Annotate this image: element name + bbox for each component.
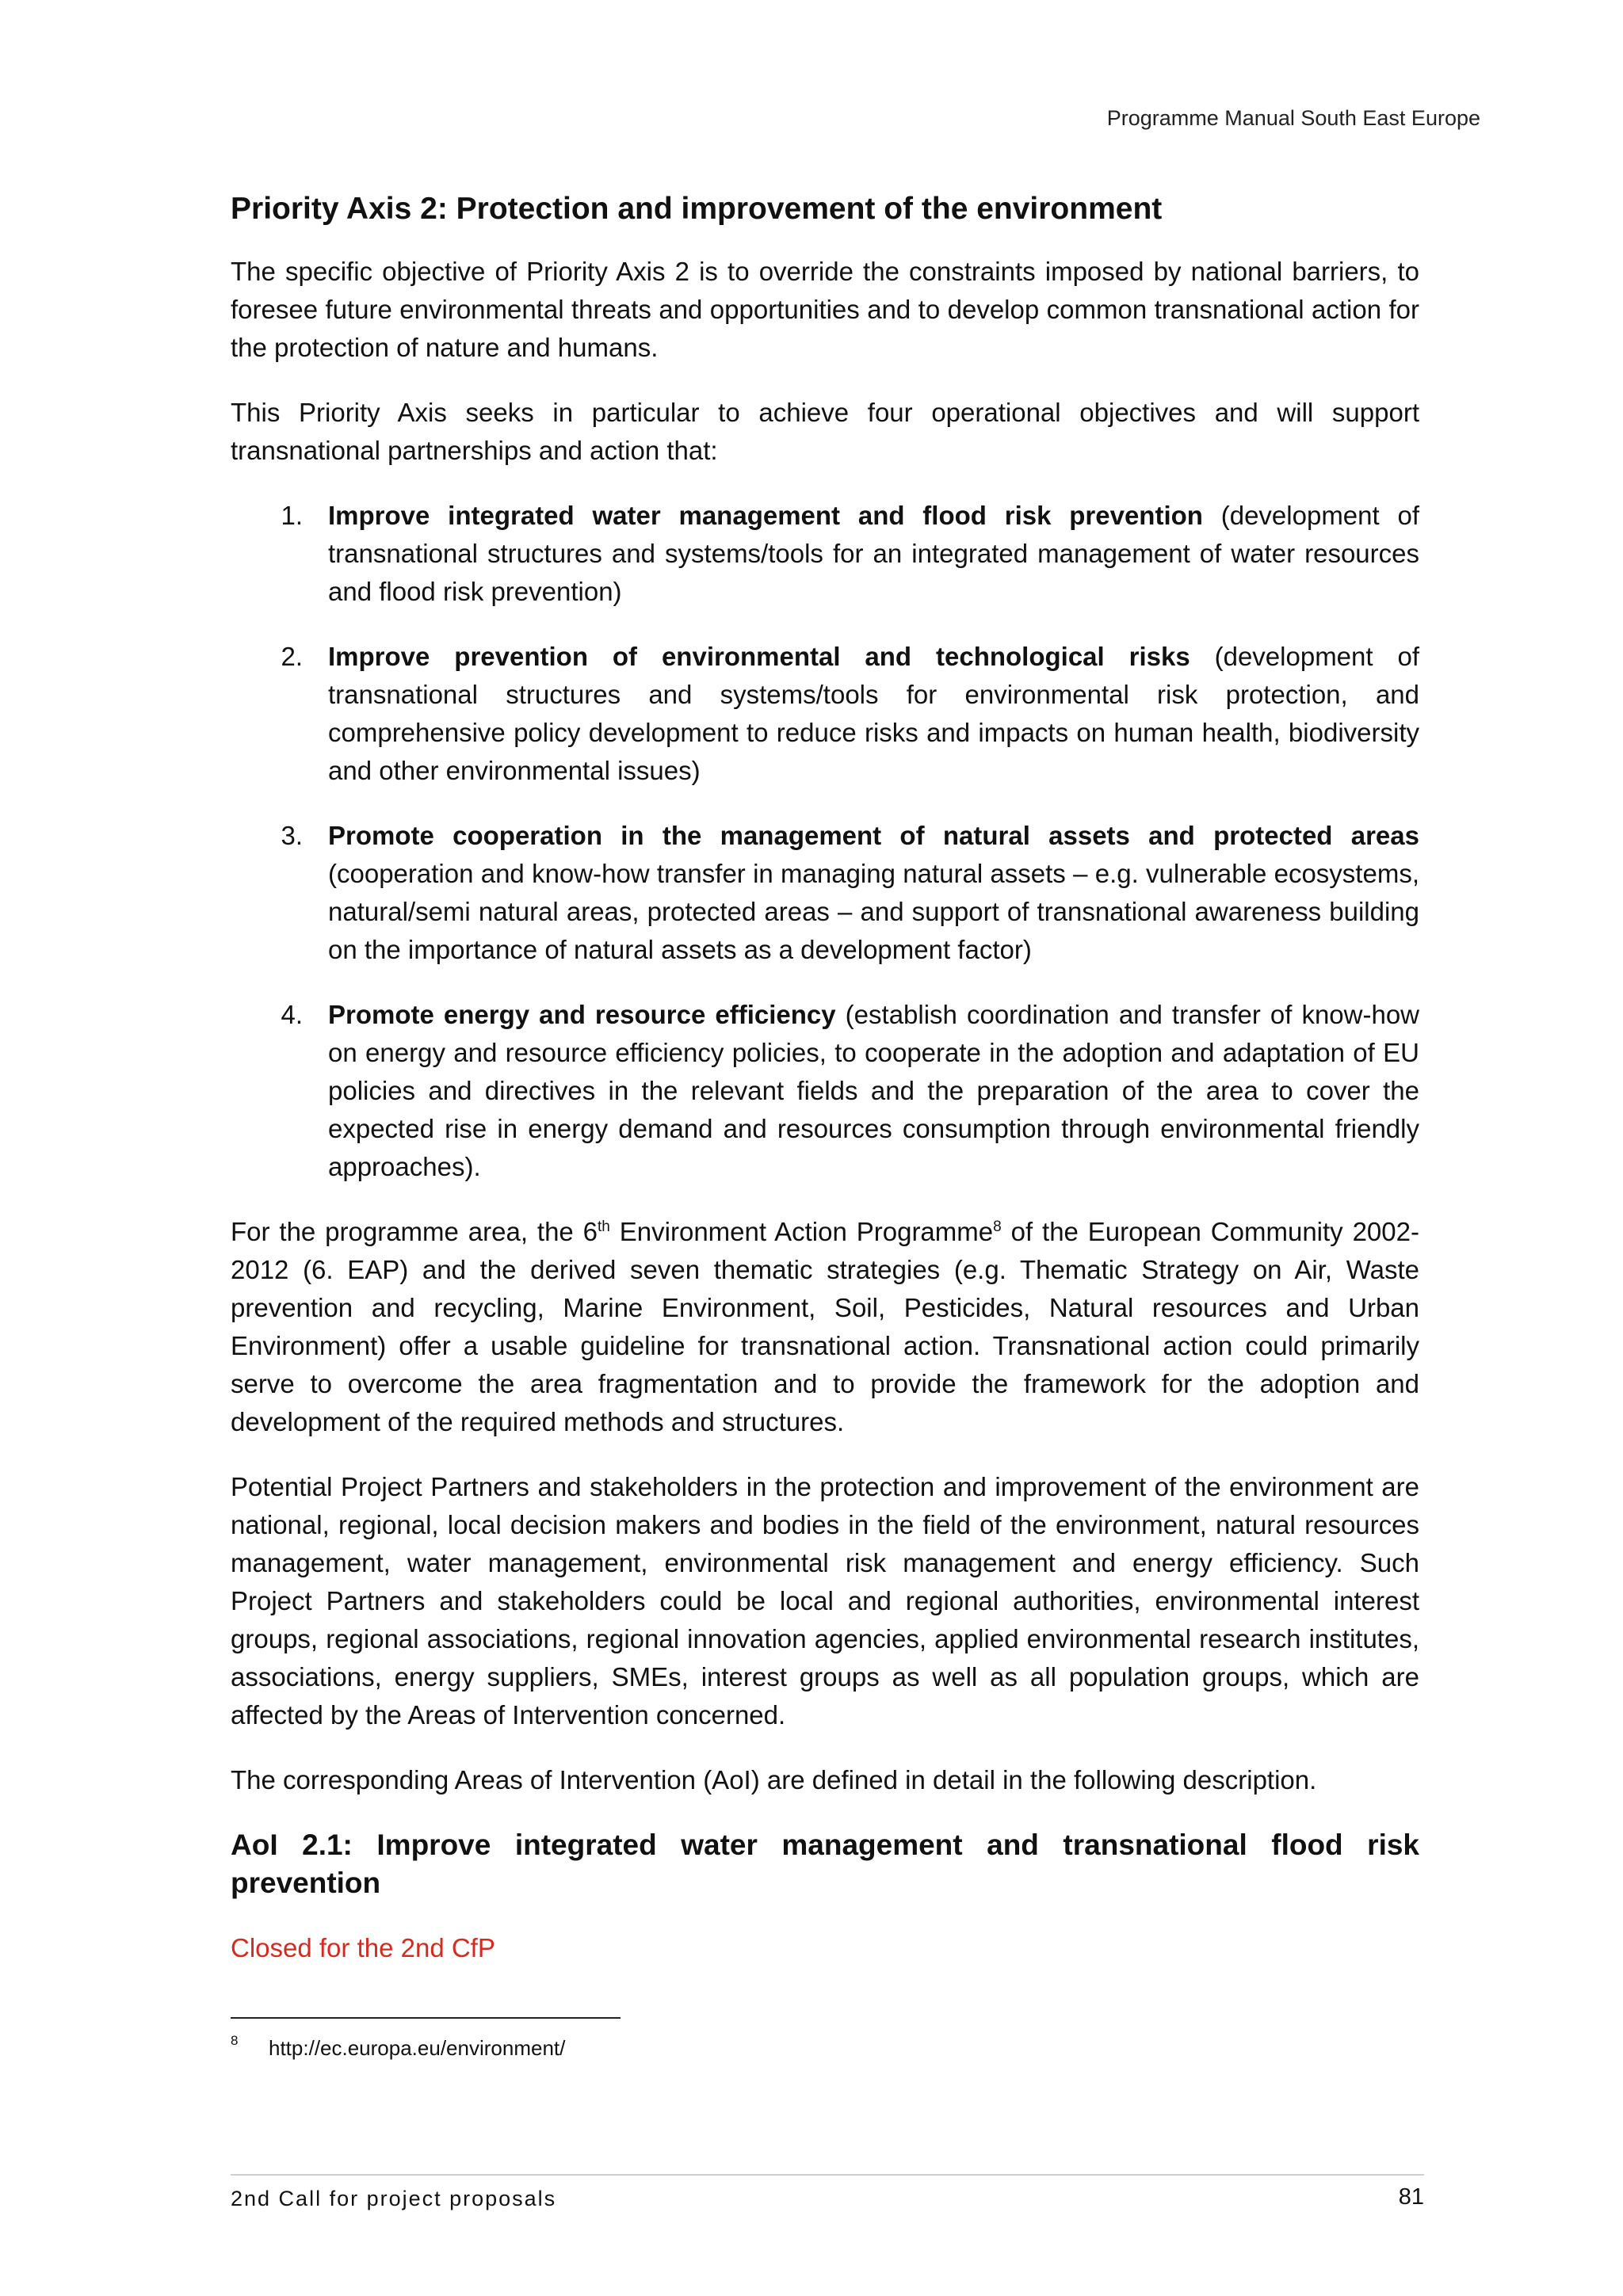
main-content [231,190,1419,1967]
list-number: 1. [281,500,303,530]
objective-description: (cooperation and know-how transfer in managing natural assets – e.g. vulnerable ecosystems, natural/semi natural areas, protected areas – and support of transnational awareness building on the importance of natural assets as a development factor) [328,858,1419,964]
list-number: 3. [281,820,303,850]
footer-divider [231,2174,1424,2176]
objective-title: Promote energy and resource efficiency [328,999,836,1029]
section-title: Priority Axis 2: Protection and improvement of the environment [231,192,1163,226]
footer-title: 2nd Call for project proposals [231,2187,557,2210]
list-item [231,497,1419,611]
objective-description: (establish coordination and transfer of know-how on energy and resource efficiency policies, to cooperate in the adoption and adaptation of EU policies and directives in the relevant fields and the preparation of the area to cover the expected rise in energy demand and resources consumption through environmental friendly approaches). [328,999,1420,1181]
closed-note: Closed for the 2nd CfP [231,1932,495,1962]
footnote-number: 8 [231,2033,239,2048]
footnote-reference[interactable]: 8 [993,1218,1002,1235]
subsection-title: AoI 2.1: Improve integrated water management and transnational flood risk prevention [231,1828,1419,1899]
list-number: 2. [281,641,303,671]
list-item [231,996,1419,1186]
eap-paragraph: For the programme area, the 6th Environment Action Programme$^8$ of the European Community 2002-2012 (6. EAP) and the derived seven thematic strategies (e.g. Thematic Strategy on Air, Waste prevention and recycling, Marine Environment, Soil, Pesticides, Natural resources and Urban Environment) offer a usable guideline for transnational action. Transnational action could primarily serve to overcome the area fragmentation and to provide the framework for the adoption and development of the required methods and structures. [231,1216,1419,1436]
partners-paragraph: Potential Project Partners and stakeholders in the protection and improvement of the environment are national, regional, local decision makers and bodies in the field of the environment, natural resources management, water management, environmental risk management and energy efficiency. Such Project Partners and stakeholders could be local and regional authorities, environmental interest groups, regional associations, regional innovation agencies, applied environmental research institutes, associations, energy suppliers, SMEs, interest groups as well as all population groups, which are affected by the Areas of Intervention concerned. [231,1471,1419,1730]
objective-description: (development of transnational structures and systems/tools for environmental risk protection, and comprehensive policy development to reduce risks and impacts on human health, biodiversity and other environmental issues) [328,641,1419,785]
aoi-paragraph: The corresponding Areas of Intervention (AoI) are defined in detail in the following description. [231,1764,1317,1794]
running-header: Programme Manual South East Europe [1106,106,1480,130]
objective-description: (development of transnational structures and systems/tools for an integrated management of water resources and flood risk prevention) [328,500,1419,606]
list-number: 4. [281,999,303,1029]
footnote-divider [231,2017,621,2019]
objective-title: Improve integrated water management and flood risk prevention [328,500,1203,530]
intro-paragraph: The specific objective of Priority Axis 2 is to override the constraints imposed by national barriers, to foresee future environmental threats and opportunities and to develop common transnational action for the protection of nature and humans. [231,256,1419,362]
list-item [231,817,1419,969]
page-number: 81 [1398,2184,1424,2210]
list-item [231,638,1419,790]
objective-title: Promote cooperation in the management of natural assets and protected areas [328,820,1419,850]
objective-title: Improve prevention of environmental and technological risks [328,641,1190,671]
footnote [231,2033,566,2061]
footnote-link[interactable]: http://ec.europa.eu/environment/ [269,2036,566,2060]
lead-paragraph: This Priority Axis seeks in particular to achieve four operational objectives and will support transnational partnerships and action that: [231,397,1419,465]
objectives-list [231,497,1419,1186]
